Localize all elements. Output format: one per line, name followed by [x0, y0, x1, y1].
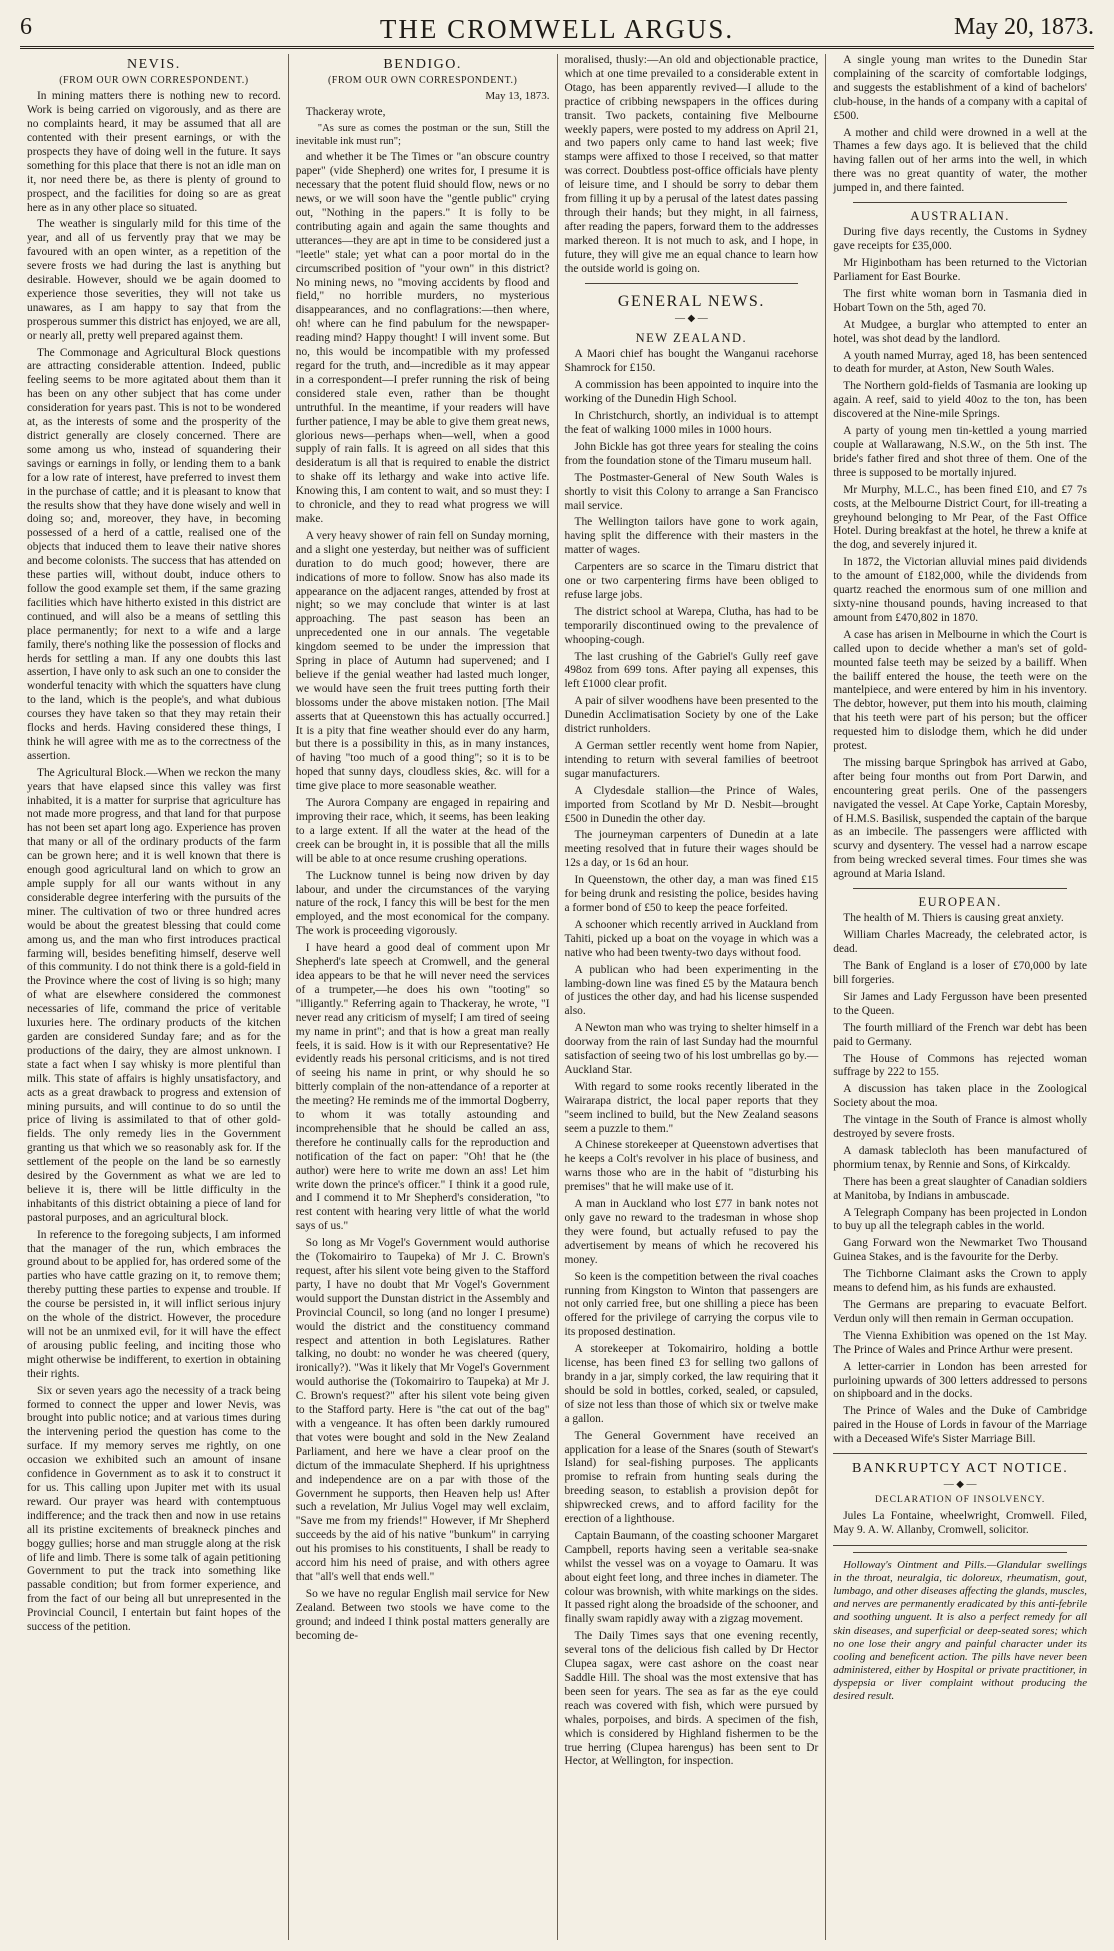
column-general-news — [558, 54, 827, 1940]
news-item: The Tichborne Claimant asks the Crown to apply means to defend him, as his funds are exhausted. — [833, 1268, 1087, 1295]
news-item: A Telegraph Company has been projected in London to buy up all the telegraph cables in the world. — [833, 1206, 1087, 1233]
news-item: The Prince of Wales and the Duke of Cambridge paired in the House of Lords in favour of the Marriage with a Deceased Wife's Sister Marriage Bill. — [833, 1405, 1087, 1446]
divider — [853, 202, 1067, 203]
dateline: May 13, 1873. — [485, 90, 550, 103]
section-title-bendigo: BENDIGO. — [383, 57, 462, 72]
section-title-general-news: GENERAL NEWS. — [617, 292, 765, 310]
news-item: The Vienna Exhibition was opened on the 1st May. The Prince of Wales and Prince Arthur were present. — [833, 1329, 1087, 1356]
news-item: A German settler recently went home from Napier, intending to return with several families of beetroot sugar manufacturers. — [564, 740, 819, 780]
paragraph: The Commonage and Agricultural Block questions are attracting considerable attention. Indeed, public feeling seems to be more agitated about them than it has been on any other subject that has come under consideration for years past. This is not to be wondered at, as the interests of some and the prosperity of the district generally are closely concerned. There are some among us who, instead of squandering their savings or earnings in folly, or lending them to a bank for a low rate of interest, have preferred to invest them in the purchase of cattle; and it is pleasant to know that the results show that they have done wisely and well in doing so; and, moreover, they have, in becoming possessed of a herd of a cattle, realised one of the objects that induced them to leave their native shores and become colonists. The success that has attended on these parties will, without doubt, induce others to follow the good example set them, if the same grazing facilities which have hitherto existed in this district are continued, and will also be a means of settling this place permanently; for next to a wife and a large family, there's nothing like the possession of flocks and herds for settling a man. If any one doubts this last assertion, I have only to ask such an one to consider the wonderful tenacity with which the squatters have clung to the land, which is the people's, and what dubious courses they have taken so that they may retain their flocks and herds. Having considered these things, I think he will agree with me as to the correctness of the assertion. — [27, 346, 281, 762]
paragraph: moralised, thusly:—An old and objectionable practice, which at one time prevailed to a considerable extent in Otago, has been apparently revived—I allude to the practice of cribbing newspapers in the offices during transit. Two packets, containing five Melbourne weekly papers, were posted to my address on April 21, and two papers only came to hand last week; five stamps were affixed to those I received, so that matter was correct. Doubtless post-office officials have plenty of leisure time, and I should be sorry to debar them from filling it up by a perusal of the latest dates passing through their hands; but they might, in all fairness, after reading the papers, forward them to the addresses marked thereon. It is not much to ask, and I hope, in future, they will give me an equal chance to learn how the outside world is going on. — [564, 54, 819, 275]
divider — [585, 283, 799, 284]
byline: (FROM OUR OWN CORRESPONDENT.) — [327, 75, 518, 87]
news-item: The Daily Times says that one evening recently, several tons of the delicious fish called by Dr Hector Clupea sagax, were cast ashore on the coast near Saddle Hill. The shoal was the most extensive that has been seen for years. The sea as far as the eye could reach was covered with fish, which were pursued by whales, porpoises, and birds. A specimen of the fish, which is considered by Highland fishermen to be the true herring (Clupea harengus) has been sent to Dr Hector, at Wellington, for inspection. — [564, 1630, 819, 1768]
news-item: A Newton man who was trying to shelter himself in a doorway from the rain of last Sunday had the mournful satisfaction of seeing two of his lost umbrellas go by.—Auckland Star. — [564, 1022, 819, 1076]
issue-date: May 20, 1873. — [954, 14, 1094, 40]
news-item: A single young man writes to the Dunedin Star complaining of the scarcity of comfortable lodgings, and suggests the establishment of a kind of bachelors' club-house, in the hands of a company with a capital of £500. — [833, 54, 1087, 122]
byline: (FROM OUR OWN CORRESPONDENT.) — [59, 75, 249, 87]
paragraph: Thackeray wrote, — [305, 105, 386, 118]
news-item: The House of Commons has rejected woman suffrage by 222 to 155. — [833, 1052, 1087, 1079]
section-title-european: EUROPEAN. — [918, 895, 1002, 910]
newspaper-title: THE CROMWELL ARGUS. — [379, 14, 735, 44]
news-item: The Wellington tailors have gone to work again, having split the difference with their masters in the matter of wages. — [564, 516, 819, 557]
news-item: At Mudgee, a burglar who attempted to enter an hotel, was shot dead by the landlord. — [833, 318, 1087, 345]
news-item: In Queenstown, the other day, a man was fined £15 for being drunk and resisting the police, besides having a former bond of £50 to keep the peace forfeited. — [564, 874, 819, 914]
news-item: A Maori chief has bought the Wanganui racehorse Shamrock for £150. — [564, 348, 819, 375]
news-item: A pair of silver woodhens have been presented to the Dunedin Acclimatisation Society by one of the Lake district runholders. — [564, 695, 819, 736]
news-item: Gang Forward won the Newmarket Two Thousand Guinea Stakes, and is the favourite for the Derby. — [833, 1237, 1087, 1264]
paragraph: So we have no regular English mail service for New Zealand. Between two stools we have come to the ground; and indeed I think postal matters generally are becoming de- — [295, 1587, 550, 1642]
column-nevis — [20, 54, 289, 1940]
news-item: During five days recently, the Customs in Sydney gave receipts for £35,000. — [833, 226, 1087, 253]
news-item: Captain Baumann, of the coasting schooner Margaret Campbell, reports having seen a veritable sea-snake whilst the vessel was on a voyage to Oamaru. It was about eight feet long, and three inches in diameter. The colour was brownish, with white markings on the sides. It passed right along the broadside of the schooner, and finally swam rapidly away with a zigzag movement. — [564, 1529, 819, 1626]
news-item: A damask tablecloth has been manufactured of phormium tenax, by Rennie and Sons, of Kirkcaldy. — [833, 1144, 1087, 1171]
column-bendigo — [289, 54, 558, 1940]
news-item: Carpenters are so scarce in the Timaru district that one or two carpentering firms have been obliged to refuse large jobs. — [564, 561, 819, 601]
paragraph: In mining matters there is nothing new to record. Work is being carried on vigorously, and as there are no complaints heard, it may be assumed that all are contented with their present earnings, or with the prospects they have of doing well in the future. It says something for this place that there is not an idle man on it, nor need there be, as there is plenty of ground to prospect, and the facilities for doing so are as great here as in any other place so situated. — [27, 90, 281, 214]
news-item: The journeyman carpenters of Dunedin at a late meeting resolved that in future their wages should be 12s a day, or 1s 6d an hour. — [564, 829, 819, 870]
news-item: A man in Auckland who lost £77 in bank notes not only gave no reward to the tradesman in whose shop they were found, but actually refused to pay the advertisement by means of which he recovered his money. — [564, 1198, 819, 1266]
section-title-bankruptcy: BANKRUPTCY ACT NOTICE. — [852, 1461, 1069, 1477]
news-item: The last crushing of the Gabriel's Gully reef gave 498oz from 699 tons. After paying all expenses, this left £1000 clear profit. — [564, 650, 819, 691]
news-item: The Germans are preparing to evacuate Belfort. Verdun only will then remain in German occupation. — [833, 1299, 1087, 1325]
paragraph: The Lucknow tunnel is being now driven by day labour, and under the circumstances of the varying nature of the rock, I fancy this will be best for the men employed, and the most economical for the company. The work is proceeding vigorously. — [295, 869, 550, 938]
news-item: A Chinese storekeeper at Queenstown advertises that he keeps a Colt's revolver in his place of business, and warns those who are in the habit of "disturbing his premises" that he will make use of it. — [564, 1139, 819, 1194]
divider — [853, 888, 1067, 889]
news-item: The Postmaster-General of New South Wales is shortly to visit this Colony to arrange a San Francisco mail service. — [564, 471, 819, 512]
news-item: The Bank of England is a loser of £70,000 by late bill forgeries. — [833, 960, 1087, 986]
paragraph: A very heavy shower of rain fell on Sunday morning, and a slight one yesterday, but neither was of sufficient duration to do much good; however, there are indications of more to follow. Snow has also made its appearance on the adjacent ranges, attended by frost at night; so we may conclude that winter is at last approaching. The past season has been an unprecedented one in our annals. The vegetable kingdom seemed to be under the impression that Spring in place of Autumn had supervened; and I believe if the genial weather had lasted much longer, we would have seen the fruit trees putting forth their blossoms under the above mistaken notion. [The Mail asserts that at Queenstown this has actually occurred.] It is a pity that fine weather should ever do any harm, but there is a possibility in this, as in many instances, of having "too much of a good thing"; so it is to be hoped that sunny days, cloudless skies, &c. will for a time give place to more seasonable weather. — [295, 529, 550, 793]
news-item: A case has arisen in Melbourne in which the Court is called upon to decide whether a man's set of gold-mounted false teeth may be seized by a bailiff. When the bailiff entered the house, the teeth were on the mantelpiece, and were entered by him in his inventory. The debtor, however, put them into his mouth, claiming that his teeth were part of his person; but the officer requested him to dislodge them, which he did under protest. — [833, 628, 1087, 753]
notice-subtitle: DECLARATION OF INSOLVENCY. — [874, 1495, 1046, 1506]
news-item: A publican who had been experimenting in the lambing-down line was fined £5 by the Mataura bench of justices the other day, and had his license suspended also. — [564, 963, 819, 1018]
divider — [853, 1552, 1067, 1553]
news-item: So keen is the competition between the rival coaches running from Kingston to Winton that passengers are not only carried free, but one shilling a piece has been offered for the privilege of carrying the corpus vile to its proposed destination. — [564, 1270, 819, 1339]
paragraph: The Aurora Company are engaged in repairing and improving their race, which, it seems, has been leaking to a large extent. If all the water at the head of the creek can be brought in, it is possible that all the mills will be able to at once resume crushing operations. — [295, 797, 550, 865]
news-item: With regard to some rooks recently liberated in the Wairarapa district, the local paper reports that they "seem inclined to build, but the New Zealand seasons seem a puzzle to them." — [564, 1080, 819, 1135]
paragraph: In reference to the foregoing subjects, I am informed that the manager of the run, which embraces the ground about to be applied for, has ordered some of the parties who have cattle grazing on it, to remove them; thereby putting these parties to expense and trouble. If the course be persisted in, it will inflict serious injury on the whole of the district. However, the procedure will not be an unmixed evil, for it will have the effect of arousing public feeling, and inciting those who might otherwise be indifferent, to exertion in obtaining their rights. — [27, 1228, 281, 1380]
section-title-new-zealand: NEW ZEALAND. — [635, 331, 748, 346]
news-item: A schooner which recently arrived in Auckland from Tahiti, picked up a boat on the voyage in which was a native who had been twenty-two days without food. — [564, 918, 819, 959]
news-item: The Northern gold-fields of Tasmania are looking up again. A reef, said to yield 40oz to the ton, has been discovered at the Nine-mile Springs. — [833, 380, 1087, 421]
news-item: A letter-carrier in London has been arrested for purloining upwards of 300 letters addressed to persons on shipboard and in the docks. — [833, 1360, 1087, 1401]
news-item: A discussion has taken place in the Zoological Society about the moa. — [833, 1083, 1087, 1110]
ornament-icon: — ◆ — — [675, 313, 708, 325]
paragraph: Six or seven years ago the necessity of a track being formed to connect the upper and lower Nevis, was brought into public notice; and at various times during the intervening period the question has come to the surface. If my memory serves me rightly, on one occasion we exhibited such an amount of insane confidence in Government as to ask it to construct it for us. This calling upon Jupiter met with its usual reward. Our prayer was heard with contemptuous indifference; and the track then and now in use retains all its pristine excitements of breakneck pinches and boggy gullies; horse and man struggle along at the risk of life and limb. There is some talk of again petitioning Government to put the track into something like passable condition; but from former experience, and from the fact of our being all but unrepresented in the Provincial Council, I entertain but faint hopes of the success of the petition. — [27, 1384, 281, 1634]
news-item: A commission has been appointed to inquire into the working of the Dunedin High School. — [564, 379, 819, 406]
news-item: Mr Murphy, M.L.C., has been fined £10, and £7 7s costs, at the Melbourne District Court, for ill-treating a greyhound belonging to Mr Pear, of the Fast Office Hotel. During breakfast at the hotel, he threw a knife at the dog, and severely injured it. — [833, 483, 1087, 552]
news-item: The first white woman born in Tasmania died in Hobart Town on the 5th, aged 70. — [833, 287, 1087, 314]
news-item: In Christchurch, shortly, an individual is to attempt the feat of walking 1000 miles in 1000 hours. — [564, 410, 819, 436]
columns — [20, 54, 1094, 1940]
advertisement: Holloway's Ointment and Pills.—Glandular swellings in the throat, neuralgia, tic doloreux, rheumatism, gout, lumbago, and other diseases affecting the glands, muscles, and nerves are permanently eradicated by this anti-febrile and soothing unguent. It is also a perfect remedy for all skin diseases, and superficial or deep-seated sores; which no one lose their angry and painful character under its cooling and beneficent action. The pills have never been administered, either by Hospital or private practitioner, in dyspepsia or liver complaint without producing the desired result. — [833, 1558, 1087, 1703]
news-item: A youth named Murray, aged 18, has been sentenced to death for murder, at Aston, New South Wales. — [833, 349, 1087, 376]
news-item: There has been a great slaughter of Canadian soldiers at Manitoba, by Indians in ambuscade. — [833, 1175, 1087, 1202]
paragraph: The Agricultural Block.—When we reckon the many years that have elapsed since this valley was first inhabited, it is a matter for surprise that agriculture has not made more progress, and that land for that purpose has not been set apart long ago. Experience has proven that many or all of the ordinary products of the farm can be grown here; and it is well known that there is enough good agricultural land on which to grow an ample supply for all our wants without in any considerable degree interfering with the pursuits of the miner. The cultivation of two or three hundred acres would be about the greatest blessing that could come among us, and the man who first introduces practical farming will, besides benefiting himself, deserve well of this community. I do not think there is a gold-field in the Province where the cost of living is so high; many of what are elsewhere considered the commonest necessaries of life, command the price of veritable luxuries here. The ordinary products of the kitchen garden are considered Sunday fare; and as for the productions of the dairy, they are almost unknown. I state a fact when I say whisky is more plentiful than milk. This state of affairs is highly unsatisfactory, and acts as a great drawback to progress and extension of mining pursuits, and will continue to do so until the price of living is assimilated to that of other gold-fields. The only remedy lies in the Government granting us that which we so reasonably ask for. If the settlement of the people on the land be so earnestly desired by the Government as what we are led to believe it is, there will be little difficulty in the inhabitants of this district obtaining a piece of land for pastoral purposes, and an agricultural block. — [27, 766, 281, 1224]
news-item: A Clydesdale stallion—the Prince of Wales, imported from Scotland by Mr D. Nesbit—brought £500 in Dunedin the other day. — [564, 784, 819, 825]
page-number: 6 — [20, 14, 32, 40]
news-item: John Bickle has got three years for stealing the coins from the foundation stone of the Timaru museum hall. — [564, 440, 819, 467]
news-item: The vintage in the South of France is almost wholly destroyed by severe frosts. — [833, 1114, 1087, 1141]
news-item: A mother and child were drowned in a well at the Thames a few days ago. It is believed that the child having fallen out of her arms into the well, in which there was no great quantity of water, the mother jumped in, and there fainted. — [833, 126, 1087, 195]
paragraph: I have heard a good deal of comment upon Mr Shepherd's late speech at Cromwell, and the general idea appears to be that he will never need the services of a trumpeter,—he does his own "tooting" so "illigantly." Referring again to Thackeray, he wrote, "I never read any criticism of myself; I am tired of seeing my name in print"; and that is how a great man really feels, it is said. How is it with our Representative? He evidently reads his personal criticisms, and is not tired of seeing his name in print, or why should he so bitterly complain of the non-attendance of a reporter at the meeting? He reminds me of the immortal Dogberry, to whom it was totally astounding and incomprehensible that he should be called an ass, therefore he continually calls for the reproduction and notification of the fact on paper: "Oh! that he (the author) were here to write me down an ass! Let him write down the prince's officer." I think it a good rule, and I commend it to Mr Shepherd's consideration, "to rest content with hearing very little of what the world says of us." — [295, 942, 550, 1233]
news-item: The district school at Warepa, Clutha, has had to be temporarily discontinued owing to the prevalence of whooping-cough. — [564, 605, 819, 646]
news-item: The health of M. Thiers is causing great anxiety. — [843, 912, 1064, 925]
paragraph: The weather is singularly mild for this time of the year, and all of us fervently pray that we may be favoured with an open winter, as a repetition of the severe frosts we had during the last is anything but desirable. However, should we be again doomed to experience those severities, they will not take us unawares, as I am happy to say that from the prosperous summer this district has enjoyed, we are all, or nearly all, pretty well prepared against them. — [27, 218, 281, 342]
notice-text: Jules La Fontaine, wheelwright, Cromwell. Filed, May 9. A. W. Allanby, Cromwell, solicitor. — [833, 1509, 1087, 1536]
news-item: In 1872, the Victorian alluvial mines paid dividends to the amount of £182,000, while the dividends from quartz reached the enormous sum of one million and sixty-nine thousand pounds, having increased to that amount from £470,802 in 1870. — [833, 556, 1087, 624]
quote: "As sure as comes the postman or the sun, Still the inevitable ink must run"; — [295, 122, 550, 147]
news-item: Sir James and Lady Fergusson have been presented to the Queen. — [833, 990, 1087, 1017]
news-item: The fourth milliard of the French war debt has been paid to Germany. — [833, 1021, 1087, 1048]
paragraph: So long as Mr Vogel's Government would authorise the (Tokomairiro to Taupeka) of Mr J. C. Brown's request, after his silent vote being given to the Stafford party, I have no doubt that Mr Vogel's Government would support the Dunstan district in the Assembly and Provincial Council, so long (and no longer I presume) would the district and the constituency command respect and attention in both Legislatures. Rather talking, no doubt: no wonder he was cheered (query, ironically?). "Was it likely that Mr Vogel's Government would authorise the (Tokomairiro to Taupeka) at Mr J. C. Brown's request?" after his silent vote being given to the Stafford party. Here is "the cat out of the bag" with a vengeance. It has often been darkly rumoured that votes were bought and sold in the New Zealand Parliament, and here we have a clear proof on the dictum of the immaculate Shepherd. If his uprightness and independence are on a par with those of the Government he supports, then Heaven help us! After such a revelation, Mr Julius Vogel may well exclaim, "Save me from my friends!" However, if Mr Shepherd succeeds by the aid of his native "bunkum" in carrying out his promises to his constituents, I shall be ready to accord him his need of praise, and with others agree that "all's well that ends well." — [295, 1237, 550, 1583]
paragraph: and whether it be The Times or "an obscure country paper" (vide Shepherd) one writes for, I presume it is necessary that the potent fluid should flow, news or no news, or we will soon have the "gentle public" crying out, "Nothing in the papers." It is folly to be contributing again and again the same thoughts and utterances—they are apt in time to be considered just a "leetle" stale; yet what can a poor mortal do in the circumscribed position of "your own" in this district? No mining news, no "moving accidents by flood and field," no horrible murders, no mysterious disappearances, and no conflagrations:—then where, oh! where can he find pabulum for the newspaper-reading mind? Happy thought! I will invent some. But no, this would be incompatible with my professed regard for the truth, and—incredible as it may appear in a correspondent—I prefer running the risk of being considered stale even, rather than be thought untruthful. In the meantime, if your readers will have further patience, I may be able to give them great news, glorious news—perhaps when—well, when a good supply of rain falls. It is agreed on all sides that this desideratum is all that is required to enable the district to shake off its lethargy and wake into active life. Knowing this, I am content to wait, and so must they: I to chronicle, and they to read what progress we will make. — [295, 151, 550, 525]
news-item: A party of young men tin-kettled a young married couple at Wallarawang, N.S.W., on the 5th inst. The bride's father fired and shot three of them. One of the three is supposed to be mortally injured. — [833, 425, 1087, 479]
ornament-icon: — ◆ — — [943, 1479, 977, 1491]
news-item: A storekeeper at Tokomairiro, holding a bottle license, has been fined £3 for selling two gallons of brandy in a jar, simply corked, the law requiring that it should be sold in bottles, corked, sealed, or capsuled, of size not less than those of which six or twelve make a gallon. — [564, 1343, 819, 1425]
news-list — [565, 348, 819, 1769]
news-item: William Charles Macready, the celebrated actor, is dead. — [833, 929, 1087, 956]
section-title-nevis: NEVIS. — [127, 57, 181, 72]
bankruptcy-notice — [833, 1453, 1087, 1546]
section-title-australian: AUSTRALIAN. — [910, 209, 1010, 224]
news-item: Mr Higinbotham has been returned to the Victorian Parliament for East Bourke. — [833, 257, 1087, 284]
column-world-news — [826, 54, 1094, 1940]
news-item: The General Government have received an application for a lease of the Snares (south of Stewart's Island) for seal-fishing purposes. The applicants promise to refrain from hunting seals during the breeding season, to establish a provision depôt for shipwrecked crews, and to afford facility for the erection of a lighthouse. — [564, 1429, 819, 1526]
masthead — [20, 8, 1094, 49]
news-item: The missing barque Springbok has arrived at Gabo, after being four months out from Port Darwin, and encountering great perils. One of the passengers navigated the vessel. At Cape Yorke, Captain Moresby, of H.M.S. Basilisk, suspended the captain of the barque as an imbecile. The passengers were afflicted with scurvy and dysentery. The vessel had a narrow escape from being wrecked several times. Four times she was aground at Maria Island. — [833, 756, 1087, 881]
